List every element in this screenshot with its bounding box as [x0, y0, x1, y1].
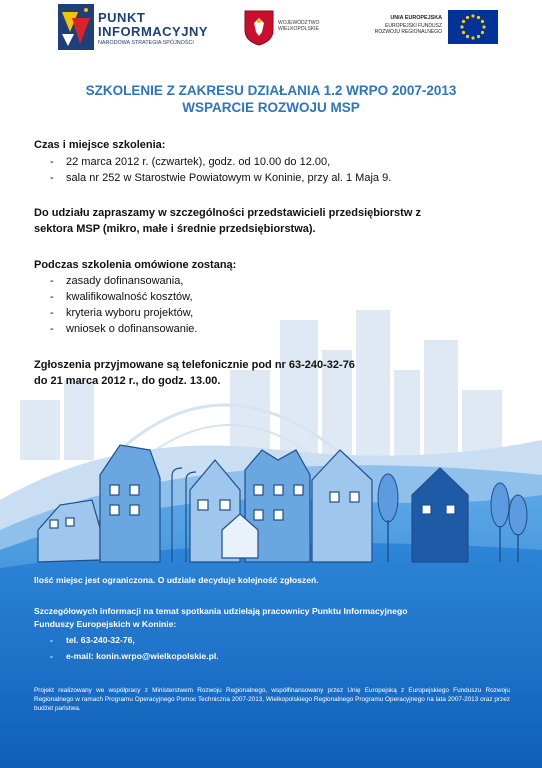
poster-title — [0, 82, 542, 116]
punkt-informacyjny-logo — [58, 4, 218, 50]
topic-item: kwalifikowalność kosztów, — [66, 291, 193, 303]
logo-subtitle: NARODOWA STRATEGIA SPÓJNOŚCI — [98, 40, 194, 46]
region-name-line2: WIELKOPOLSKIE — [278, 26, 319, 32]
contact-line1: Szczegółowych informacji na temat spotkania udzielają pracownicy Punktu Informacyjnego — [34, 606, 408, 616]
eu-fund-line1: EUROPEJSKI FUNDUSZ — [385, 23, 442, 29]
eu-name: UNIA EUROPEJSKA — [390, 15, 442, 21]
registration-line2: do 21 marca 2012 r., do godz. 13.00. — [34, 375, 221, 387]
invitation-line2: sektora MSP (mikro, małe i średnie przedsiębiorstwa). — [34, 223, 316, 235]
topic-item: zasady dofinansowania, — [66, 275, 184, 287]
where-item: sala nr 252 w Starostwie Powiatowym w Koninie, przy al. 1 Maja 9. — [66, 172, 392, 184]
registration-line1: Zgłoszenia przyjmowane są telefonicznie pod nr 63-240-32-76 — [34, 359, 355, 371]
contact-line2: Funduszy Europejskich w Koninie: — [34, 619, 177, 629]
project-footnote: Projekt realizowany we współpracy z Ministerstwem Rozwoju Regionalnego, współfinansowany przez Unię Europejską z Europejskiego Funduszu Rozwoju Regionalnego w ramach Programu Operacyjnego Pomoc Techniczna 2007-2013, Wielkopolskiego Regionalnego Programu Operacyjnego na lata 2007-2013 oraz przez budżet państwa. — [34, 687, 510, 712]
invitation-line1: Do udziału zapraszamy w szczególności przedstawicieli przedsiębiorstw z — [34, 207, 421, 219]
title-line2: WSPARCIE ROZWOJU MSP — [182, 100, 360, 115]
logo-title-line1: PUNKT — [98, 10, 146, 25]
region-name-line1: WOJEWÓDZTWO — [278, 20, 320, 26]
coat-of-arms-icon — [244, 10, 274, 46]
topics-heading: Podczas szkolenia omówione zostaną: — [34, 259, 237, 271]
topic-item: kryteria wyboru projektów, — [66, 307, 194, 319]
topic-item: wniosek o dofinansowanie. — [66, 323, 198, 335]
contact-phone: tel. 63-240-32-76, — [66, 635, 135, 645]
european-union-logo — [360, 8, 500, 48]
logo-title-line2: INFORMACYJNY — [98, 24, 209, 39]
eu-fund-line2: ROZWOJU REGIONALNEGO — [374, 29, 442, 35]
limited-seats-note: Ilość miejsc jest ograniczona. O udziale decyduje kolejność zgłoszeń. — [34, 575, 319, 585]
national-cohesion-strategy-emblem-icon — [58, 4, 94, 50]
title-line1: SZKOLENIE Z ZAKRESU DZIAŁANIA 1.2 WRPO 2007-2013 — [85, 83, 457, 98]
contact-email: e-mail: konin.wrpo@wielkopolskie.pl. — [66, 651, 219, 661]
header-logos — [0, 0, 542, 60]
when-where-heading: Czas i miejsce szkolenia: — [34, 139, 166, 151]
when-item: 22 marca 2012 r. (czwartek), godz. od 10.00 do 12.00, — [66, 156, 331, 168]
eu-flag-icon — [448, 10, 498, 44]
wielkopolskie-logo — [244, 10, 344, 46]
